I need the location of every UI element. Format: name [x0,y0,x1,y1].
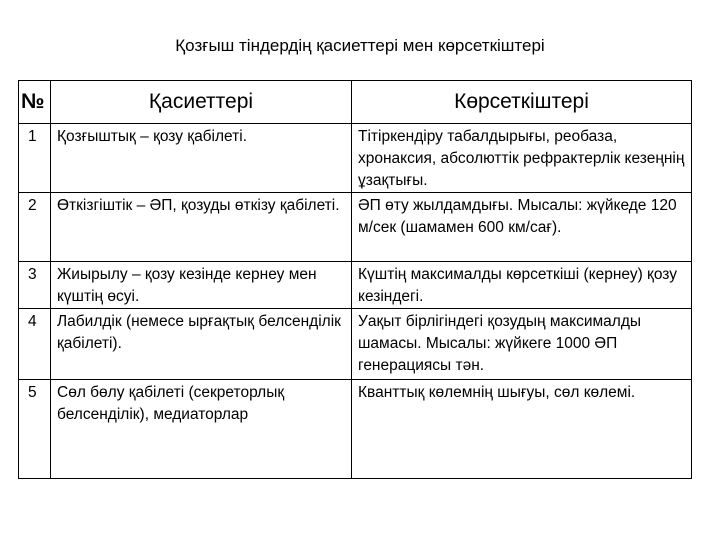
page-title: Қозғыш тіндердің қасиеттері мен көрсеткіштері [175,36,545,55]
table-header-row [19,81,692,124]
row-number: 3 [19,262,51,309]
row-number: 5 [19,380,51,479]
row-indicator: Тітіркендіру табалдырығы, реобаза, хронаксия, абсолюттік рефрактерлік кезеңнің ұзақтығы. [352,124,692,193]
row-number: 2 [19,193,51,262]
properties-table [18,80,692,479]
table-row [19,309,692,380]
row-property: Жиырылу – қозу кезінде кернеу мен күштің өсуі. [51,262,352,309]
row-number: 4 [19,309,51,380]
row-property: Лабилдік (немесе ырғақтық белсенділік қабілеті). [51,309,352,380]
row-property: Өткізгіштік – ӘП, қозуды өткізу қабілеті. [51,193,352,262]
row-indicator: ӘП өту жылдамдығы. Мысалы: жүйкеде 120 м/сек (шамамен 600 км/сағ). [352,193,692,262]
row-number: 1 [19,124,51,193]
table-row [19,380,692,479]
row-indicator: Уақыт бірлігіндегі қозудың максималды шамасы. Мысалы: жүйкеге 1000 ӘП генерациясы тән. [352,309,692,380]
row-indicator: Кванттық көлемнің шығуы, сөл көлемі. [352,380,692,479]
row-property: Қозғыштық – қозу қабілеті. [51,124,352,193]
row-indicator: Күштің максималды көрсеткіші (кернеу) қозу кезіндегі. [352,262,692,309]
header-number: № [19,81,51,124]
header-property: Қасиеттері [51,81,352,124]
table-row [19,262,692,309]
table-row [19,193,692,262]
table-row [19,124,692,193]
row-property: Сөл бөлу қабілеті (секреторлық белсенділік), медиаторлар [51,380,352,479]
header-indicator: Көрсеткіштері [352,81,692,124]
